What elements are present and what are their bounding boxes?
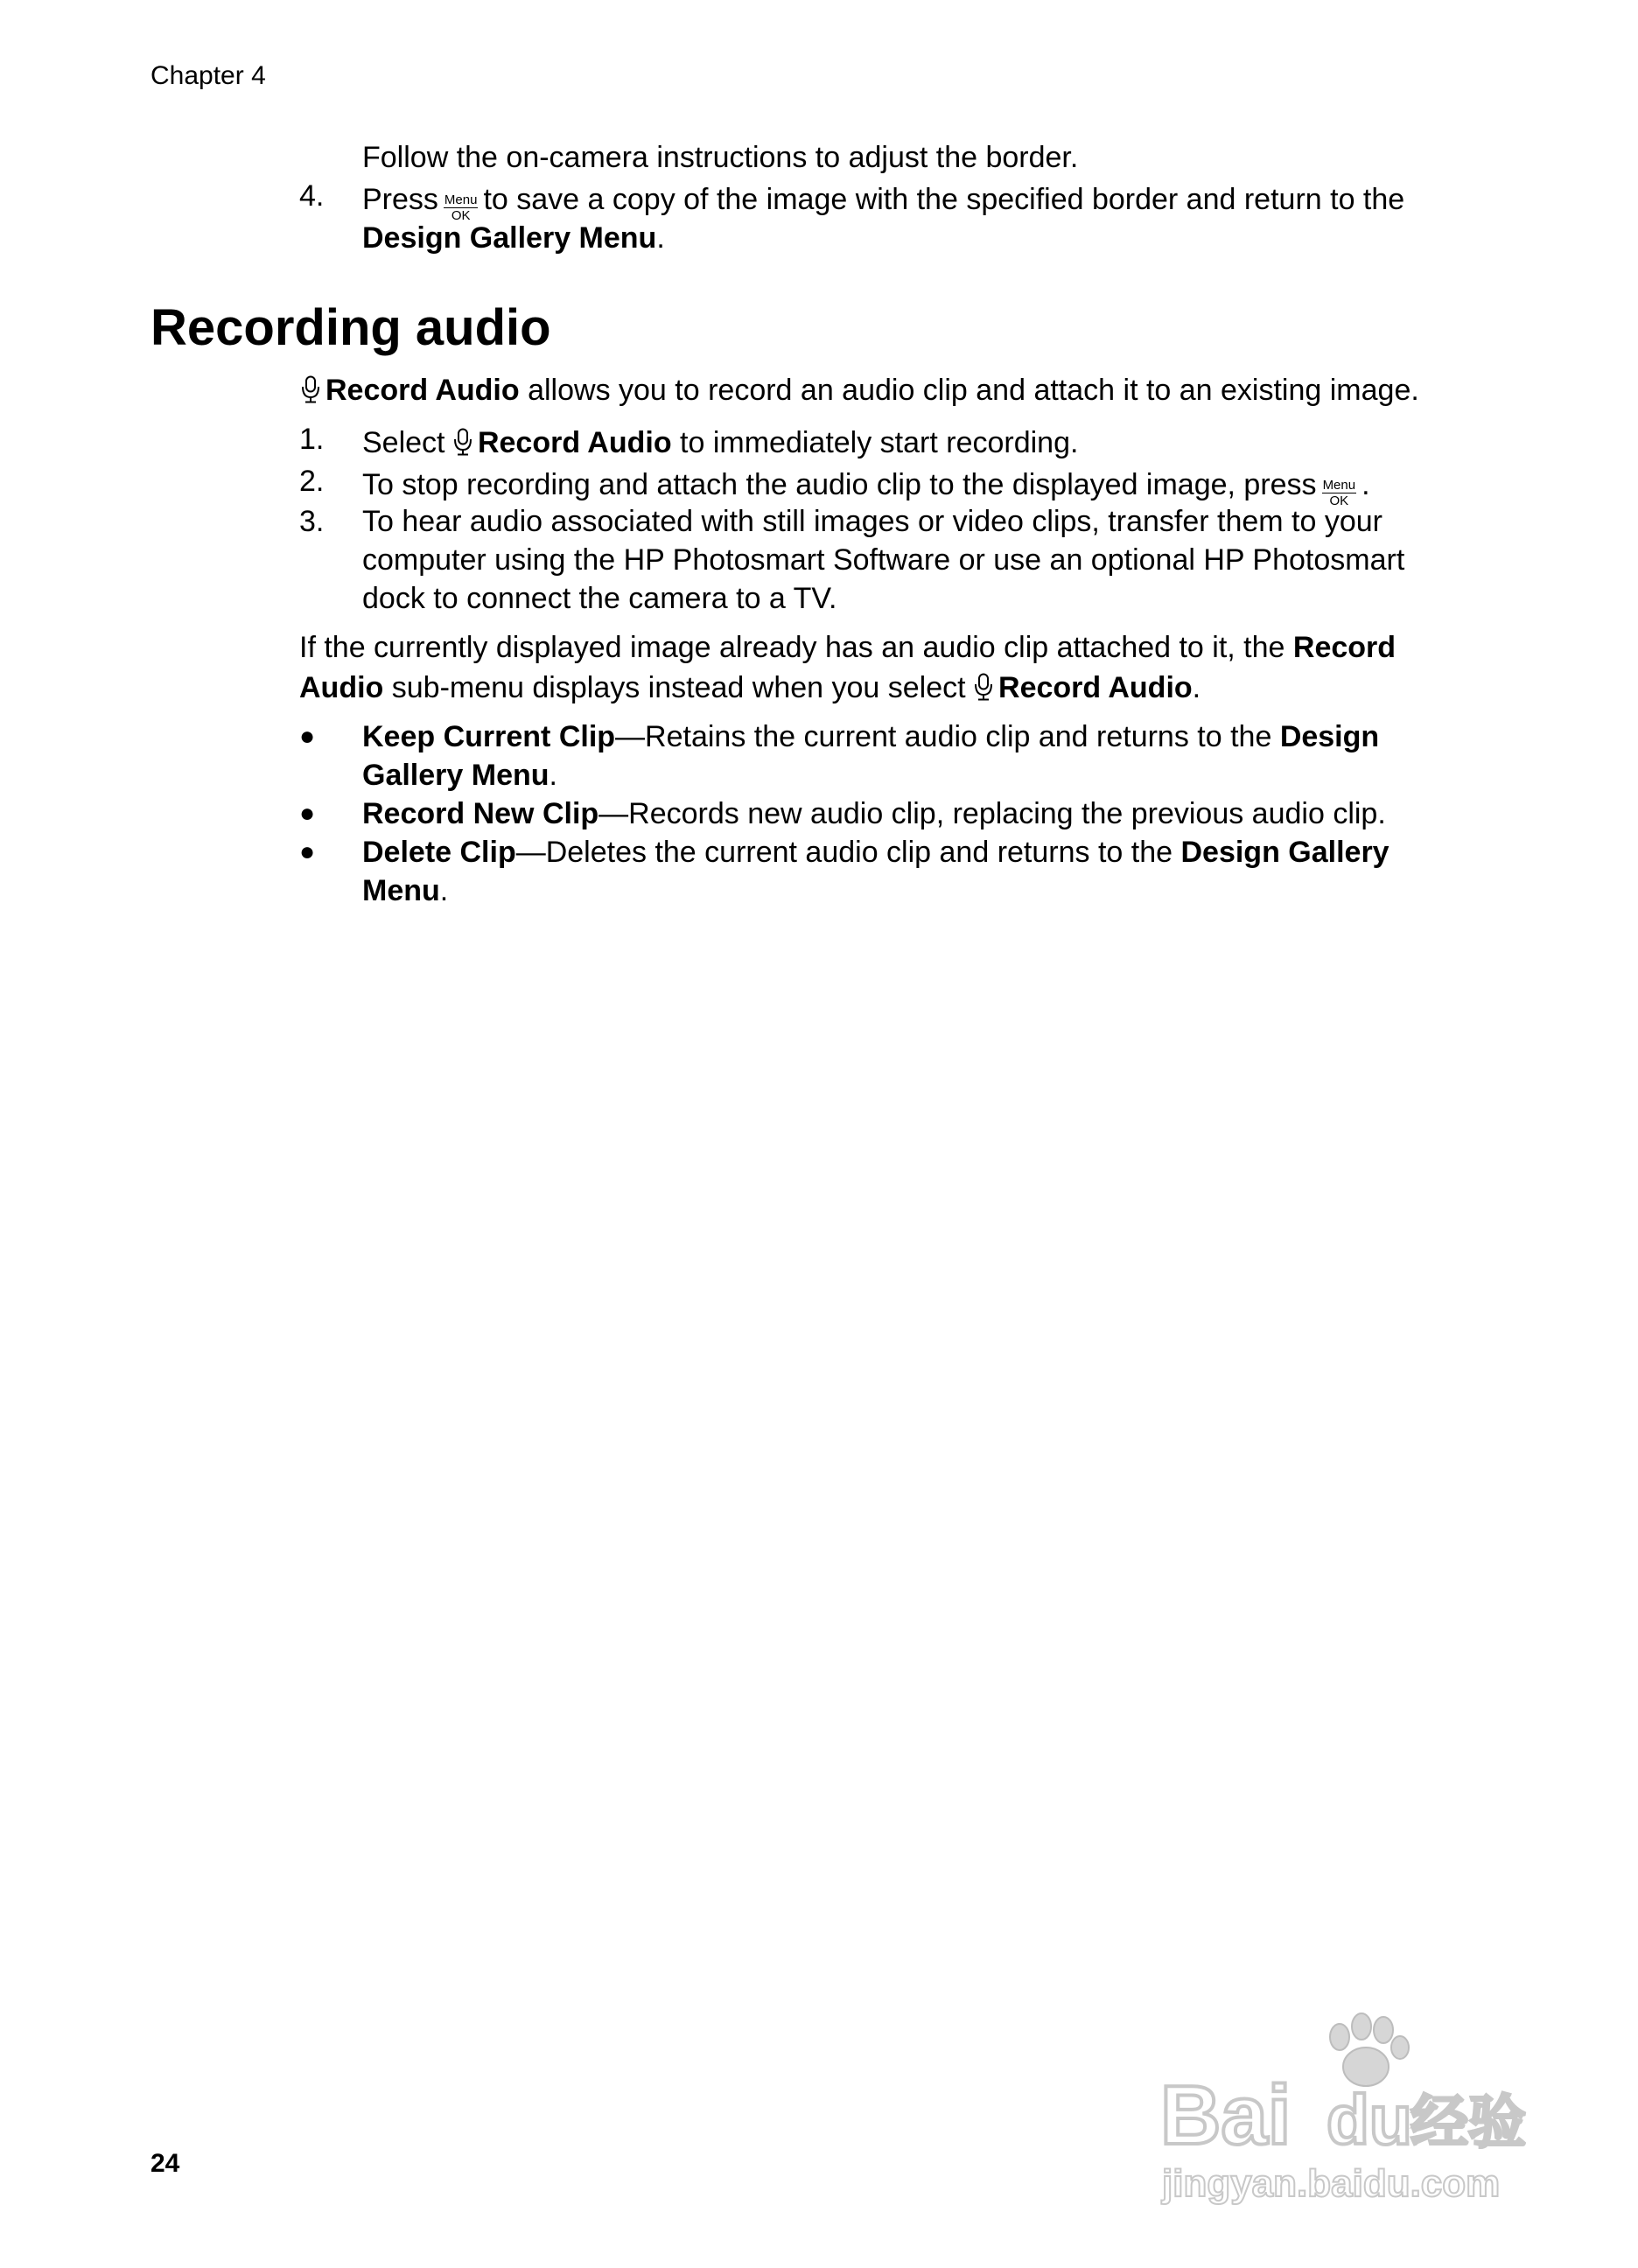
step-3-line-1: To hear audio associated with still images or video clips, transfer them to your [362, 505, 1382, 538]
step-number: 3. [299, 505, 325, 538]
bullet-keep-current-clip-line-2: Gallery Menu. [362, 759, 557, 792]
step-number: 4. [299, 179, 325, 213]
step-number: 2. [299, 465, 325, 498]
microphone-icon [301, 375, 320, 403]
continuation-text: Follow the on-camera instructions to adjust the border. [362, 141, 1079, 174]
bullet-keep-current-clip: Keep Current Clip—Retains the current audio clip and returns to the Design [362, 720, 1380, 753]
menu-ok-button-icon: Menu OK [444, 192, 478, 223]
watermark-brand-du: du [1326, 2081, 1412, 2159]
step-1: Select Record Audio to immediately start recording. [362, 426, 1079, 459]
step-number: 1. [299, 423, 325, 456]
note-line-1: If the currently displayed image already has an audio clip attached to it, the Record [299, 631, 1396, 664]
bullet-marker: ● [299, 837, 316, 866]
note-line-2: Audio sub-menu displays instead when you select Record Audio. [299, 671, 1201, 704]
step-2: To stop recording and attach the audio clip to the displayed image, press Menu OK . [362, 468, 1370, 508]
microphone-icon [453, 428, 472, 456]
bullet-record-new-clip: Record New Clip—Records new audio clip, replacing the previous audio clip. [362, 797, 1386, 830]
section-title: Recording audio [150, 299, 551, 356]
lead-paragraph: Record Audio allows you to record an audio clip and attach it to an existing image. [301, 371, 1419, 410]
bullet-delete-clip-line-2: Menu. [362, 874, 449, 907]
watermark-brand: Bai [1160, 2068, 1292, 2162]
step-4-line-1: Press Menu OK to save a copy of the image with the specified border and return to the [362, 183, 1405, 223]
bullet-marker: ● [299, 799, 316, 828]
baidu-jingyan-watermark [1152, 2012, 1554, 2214]
page-number: 24 [150, 2149, 180, 2178]
chapter-header: Chapter 4 [150, 61, 266, 90]
step-3-line-3: dock to connect the camera to a TV. [362, 582, 837, 615]
watermark-cn: 经验 [1410, 2089, 1526, 2156]
watermark-url: jingyan.baidu.com [1162, 2162, 1501, 2205]
microphone-icon [974, 673, 993, 701]
step-3-line-2: computer using the HP Photosmart Software or use an optional HP Photosmart [362, 543, 1405, 577]
bullet-marker: ● [299, 722, 316, 751]
menu-ok-button-icon: Menu OK [1322, 478, 1356, 508]
step-4-line-2: Design Gallery Menu. [362, 221, 665, 255]
baidu-paw-icon [1152, 2012, 1554, 2214]
bullet-delete-clip: Delete Clip—Deletes the current audio clip and returns to the Design Gallery [362, 836, 1390, 869]
